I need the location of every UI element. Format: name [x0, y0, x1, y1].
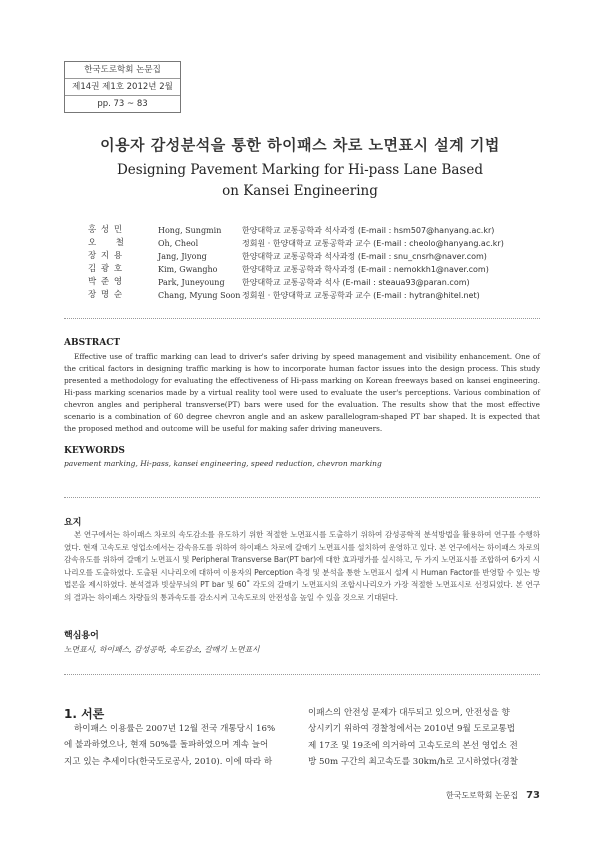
- author-name-en: Park, Juneyoung: [158, 278, 225, 287]
- intro-right-column: [308, 705, 518, 771]
- text-line: 상시키기 위하여 경찰청에서는 2010년 9월 도로교통법: [308, 724, 516, 735]
- text-line: 제 17조 및 19조에 의거하여 고속도로의 본선 영업소 전: [308, 740, 518, 751]
- author-name-ko: 오 철: [88, 238, 125, 248]
- author-affiliation: 한양대학교 교통공학과 석사과정 (E-mail : snu_cnsrh@naver.com): [242, 252, 487, 261]
- text-line: 에 불과하였으나, 현재 50%를 돌파하였으며 계속 늘어: [64, 740, 269, 751]
- intro-left-column: [64, 721, 276, 770]
- journal-info-box: [64, 61, 181, 113]
- divider: [64, 318, 540, 319]
- keywords-ko-heading: 핵심용어: [64, 631, 99, 641]
- author-affiliation: 한양대학교 교통공학과 학사과정 (E-mail : nemokkh1@naver.com): [242, 265, 489, 274]
- divider: [64, 674, 540, 675]
- author-affiliation: 정회원 · 한양대학교 교통공학과 교수 (E-mail : hytran@hitel.net): [242, 291, 480, 300]
- journal-volume: 제14권 제1호 2012년 2월: [65, 79, 180, 96]
- author-name-ko: 장 지 용: [88, 251, 124, 261]
- keywords-ko-text: 노면표시, 하이패스, 감성공학, 속도감소, 갈매기 노면표시: [64, 645, 260, 654]
- author-affiliation: 한양대학교 교통공학과 석사 (E-mail : steaua93@paran.com): [242, 278, 470, 287]
- keywords-text: pavement marking, Hi-pass, kansei engineering, speed reduction, chevron marking: [64, 459, 382, 468]
- text-line: 이패스의 안전성 문제가 대두되고 있으며, 안전성을 향: [308, 708, 510, 718]
- title-korean: 이용자 감성분석을 통한 하이패스 차로 노면표시 설계 기법: [100, 136, 500, 154]
- keywords-heading: KEYWORDS: [64, 446, 125, 456]
- author-name-ko: 김 광 호: [88, 264, 124, 274]
- summary-ko-heading: 요지: [64, 518, 82, 528]
- author-affiliation: 정회원 · 한양대학교 교통공학과 교수 (E-mail : cheolo@hanyang.ac.kr): [242, 239, 504, 248]
- page-number: 73: [526, 790, 540, 801]
- author-name-en: Chang, Myung Soon: [158, 291, 241, 300]
- author-row: [88, 250, 538, 263]
- author-row: [88, 237, 538, 250]
- author-name-en: Oh, Cheol: [158, 239, 199, 248]
- journal-pages: pp. 73 ~ 83: [97, 99, 148, 109]
- page-footer: [446, 790, 540, 801]
- author-row: [88, 224, 538, 237]
- abstract-text: Effective use of traffic marking can lead to driver's safer driving by speed management and visibility enhancement. One of the critical factors in designing traffic marking is how to incorporate human factor issues into the design process. This study presented a methodology for evaluating the effectiveness of Hi-pass marking on Korean freeways based on kansei engineering. Hi-pass marking scenarios made by a virtual reality tool were used to evaluate the user's perceptions. Various combination of chevron angles and peripheral transverse(PT) bars were used for the evaluation. The results show that the most effective scenario is a combination of 60 degree chevron angle and an askew parallelogram-shaped PT bar shaped. It is expected that the proposed method and outcome will be useful for making safer driving maneuvers.: [64, 352, 540, 433]
- author-name-ko: 홍 성 민: [88, 225, 124, 235]
- author-row: [88, 289, 538, 302]
- divider: [64, 497, 540, 498]
- footer-journal: 한국도로학회 논문집: [445, 791, 519, 800]
- author-row: [88, 276, 538, 289]
- author-list: [88, 224, 538, 302]
- author-name-en: Hong, Sungmin: [158, 226, 222, 235]
- abstract-heading: ABSTRACT: [64, 338, 121, 348]
- author-name-en: Kim, Gwangho: [158, 265, 218, 274]
- author-name-en: Jang, Jiyong: [158, 252, 207, 261]
- text-line: 하이패스 이용률은 2007년 12월 전국 개통당시 16%: [74, 724, 276, 734]
- author-affiliation: 한양대학교 교통공학과 석사과정 (E-mail : hsm507@hanyang.ac.kr): [242, 226, 495, 235]
- journal-name: 한국도로학회 논문집: [65, 62, 180, 79]
- summary-ko-text: 본 연구에서는 하이패스 차로의 속도감소를 유도하기 위한 적절한 노면표시를 도출하기 위하여 감성공학적 분석방법을 활용하여 연구를 수행하였다. 현재 고속도로 영업소에서는 감속유도를 위하여 하이패스 차로에 갈매기 노면표시를 설치하여 운영하고 있다. 본 연구에서는 하이패스 차로의 감속유도를 위하여 갈매기 노면표시 및 Peripheral Transverse Bar(PT bar)에 대한 효과평가를 실시하고, 두 가지 노면표시를 조합하여 6가지 시나리오를 도출하였다. 도출된 시나리오에 대하여 이용자의 Perception 측정 및 분석을 통한 노면표시 설계 시 Human Factor를 반영할 수 있는 방법론을 제시하였다. 분석결과 빗살무늬의 PT bar 및 60˚ 각도의 갈매기 노면표시의 조합시나리오가 가장 적절한 노면표시로 선정되었다. 본 연구의 결과는 하이패스 차량들의 통과속도를 감소시켜 고속도로의 안전성을 높일 수 있을 것으로 기대된다.: [64, 530, 540, 602]
- author-name-ko: 박 준 영: [88, 277, 124, 287]
- author-row: [88, 263, 538, 276]
- author-name-ko: 장 명 순: [88, 290, 124, 300]
- text-line: 지고 있는 추세이다(한국도로공사, 2010). 이에 따라 하: [64, 756, 273, 767]
- title-english-line2: on Kansei Engineering: [222, 183, 378, 199]
- text-line: 방 50m 구간의 최고속도를 30km/h로 고시하였다(경찰: [308, 757, 518, 768]
- title-english-line1: Designing Pavement Marking for Hi-pass Lane Based: [116, 162, 483, 178]
- intro-heading: 1. 서론: [64, 707, 105, 721]
